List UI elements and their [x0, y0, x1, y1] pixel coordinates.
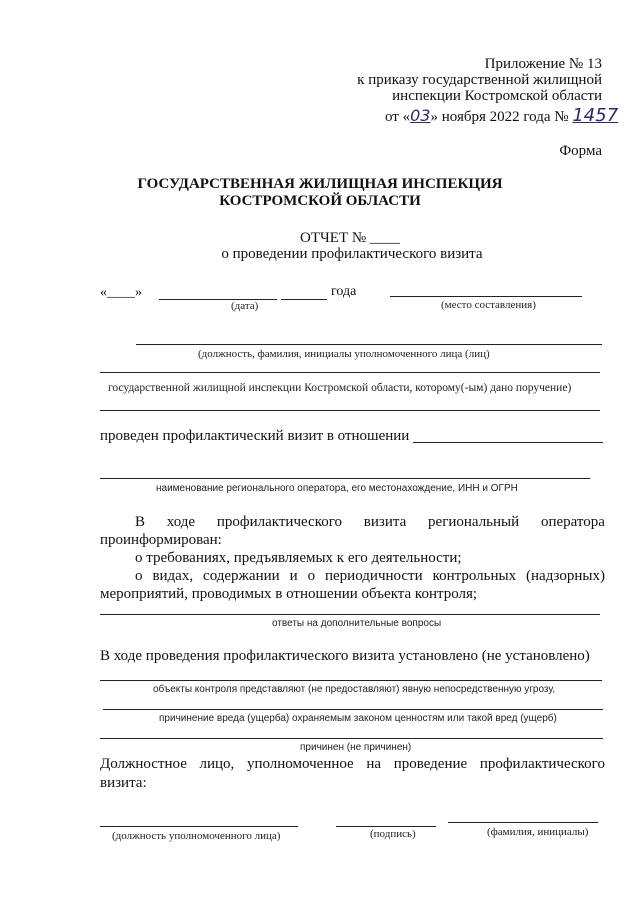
- findings-blank-2: [103, 709, 603, 710]
- order-authority: инспекции Костромской области: [392, 88, 602, 104]
- order-number-handwritten: 1457: [572, 105, 619, 126]
- year-word: года: [331, 284, 357, 299]
- date-day-quote: «____»: [100, 285, 142, 300]
- official-blank: [136, 344, 602, 345]
- item2-word: контрольных: [432, 568, 517, 584]
- signatory-word: на: [366, 756, 382, 772]
- inspection-assignment-caption: государственной жилищной инспекции Костромской области, которому(-ым) дано поручение): [108, 382, 572, 394]
- signatory-line2: визита:: [100, 775, 147, 791]
- para1-second-line: проинформирован:: [100, 532, 222, 548]
- form-label: Форма: [559, 143, 602, 159]
- signatory-word: Должностное: [100, 756, 187, 772]
- para1-first-line: [135, 514, 605, 531]
- para1-word: визита: [363, 514, 407, 530]
- findings-caption-threat: объекты контроля представляют (не предоставляют) явную непосредственную угрозу,: [153, 684, 556, 695]
- official-blank-2: [100, 372, 600, 373]
- official-caption: (должность, фамилия, инициалы уполномоченного лица (лиц): [198, 348, 490, 360]
- place-blank: [390, 296, 582, 297]
- findings-heading: В ходе проведения профилактического визита установлено (не установлено): [100, 648, 590, 664]
- signatory-word: уполномоченное: [246, 756, 354, 772]
- place-caption: (место составления): [441, 299, 536, 311]
- item2-word: о: [135, 568, 143, 584]
- findings-caption-harm: причинение вреда (ущерба) охраняемым законом ценностям или такой вред (ущерб): [159, 713, 557, 724]
- answers-caption: ответы на дополнительные вопросы: [272, 618, 442, 629]
- answers-blank: [100, 614, 600, 615]
- signature-caption: (подпись): [370, 828, 416, 840]
- info-item-events-line1: [135, 568, 605, 585]
- operator-blank: [100, 478, 590, 479]
- operator-caption: наименование регионального оператора, его местонахождение, ИНН и ОГРН: [156, 483, 518, 494]
- signatory-word: проведение: [393, 756, 468, 772]
- info-item-events-line2: мероприятий, проводимых в отношении объекта контроля;: [100, 586, 478, 602]
- signatory-word: профилактического: [479, 756, 605, 772]
- findings-caption-caused: причинен (не причинен): [300, 742, 412, 753]
- para1-word: ходе: [166, 514, 196, 530]
- order-day-handwritten: 03: [410, 106, 431, 125]
- signatory-line1: [100, 756, 605, 773]
- appendix-number: Приложение № 13: [484, 56, 602, 72]
- visit-conducted-label: проведен профилактический визит в отношении: [100, 428, 410, 444]
- item2-word: содержании: [203, 568, 280, 584]
- name-blank: [448, 822, 598, 823]
- order-date-prefix: от «: [385, 109, 411, 125]
- findings-blank-1: [100, 680, 602, 681]
- item2-word: о: [307, 568, 316, 584]
- date-year-blank: [281, 299, 327, 300]
- item2-word: и: [289, 568, 298, 584]
- report-number: ОТЧЕТ № ____: [300, 230, 400, 246]
- order-date-suffix: » ноября 2022 года №: [430, 109, 569, 125]
- report-subheading: о проведении профилактического визита: [221, 246, 483, 262]
- item2-word: периодичности: [325, 568, 423, 584]
- findings-blank-3: [100, 738, 603, 739]
- date-caption: (дата): [231, 300, 259, 312]
- order-reference: к приказу государственной жилищной: [357, 72, 602, 88]
- info-item-requirements: о требованиях, предъявляемых к его деятельности;: [135, 550, 462, 566]
- para1-word: оператора: [540, 514, 605, 530]
- position-caption: (должность уполномоченного лица): [112, 830, 281, 842]
- inspection-title-line1: ГОСУДАРСТВЕННАЯ ЖИЛИЩНАЯ ИНСПЕКЦИЯ: [137, 176, 503, 192]
- visit-subject-blank: [413, 442, 603, 443]
- para1-word: В: [135, 514, 146, 530]
- signatory-word: лицо,: [199, 756, 235, 772]
- inspection-title-line2: КОСТРОМСКОЙ ОБЛАСТИ: [219, 193, 421, 209]
- signature-blank: [336, 826, 436, 827]
- item2-word: видах,: [152, 568, 194, 584]
- para1-word: профилактического: [216, 514, 343, 530]
- order-date-line: [385, 105, 618, 126]
- official-blank-3: [100, 410, 600, 411]
- name-caption: (фамилия, инициалы): [487, 826, 589, 838]
- position-blank: [100, 826, 298, 827]
- para1-word: региональный: [428, 514, 520, 530]
- date-month-blank: [159, 299, 277, 300]
- item2-word: (надзорных): [526, 568, 605, 584]
